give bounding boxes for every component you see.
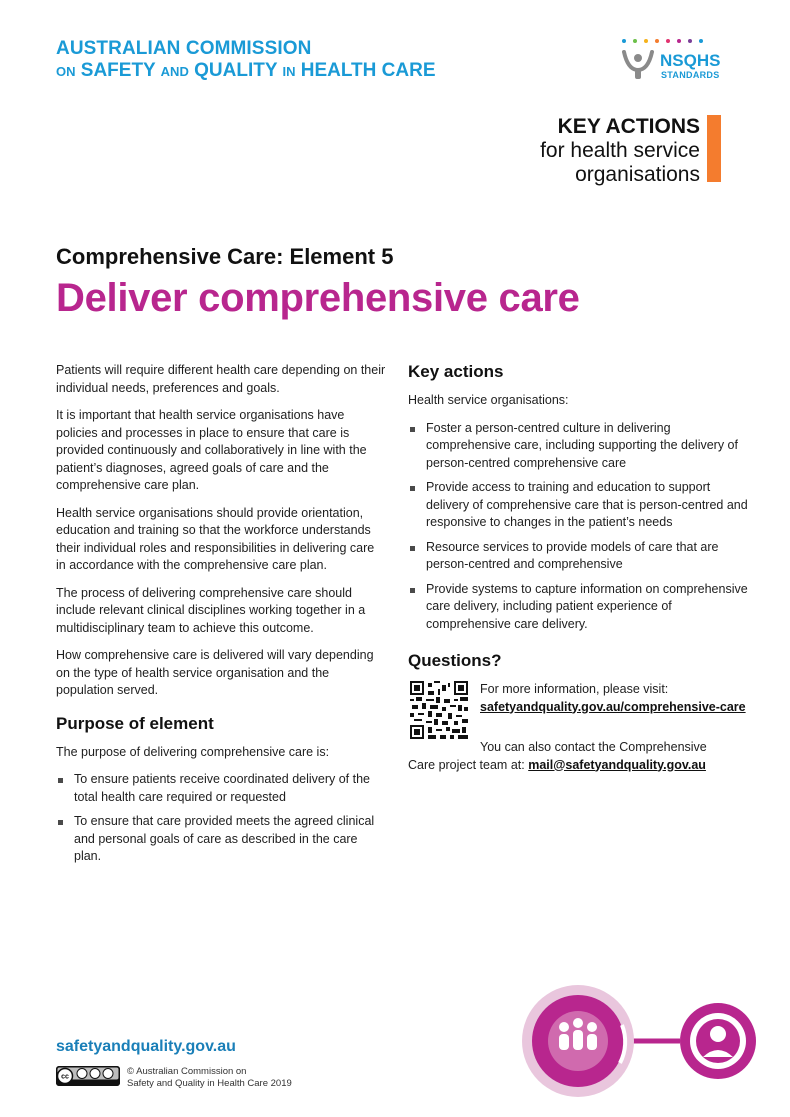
logo-word-in: IN	[282, 64, 296, 79]
nsqhs-dot	[688, 39, 692, 43]
person-figure-icon	[620, 48, 656, 80]
page-title: Deliver comprehensive care	[56, 276, 580, 320]
orange-accent-bar	[707, 115, 721, 182]
creative-commons-badge-icon	[56, 1066, 120, 1086]
nsqhs-dot	[666, 39, 670, 43]
more-info-text	[480, 681, 750, 716]
qr-code-icon[interactable]	[410, 681, 468, 739]
key-actions-title: KEY ACTIONS	[557, 115, 700, 138]
key-actions-intro: Health service organisations:	[408, 393, 569, 407]
logo-word-and: AND	[160, 64, 189, 79]
key-actions-heading: Key actions	[408, 362, 504, 381]
logo-word-on: ON	[56, 64, 76, 79]
commission-logo-line2	[56, 60, 436, 83]
comprehensive-care-link[interactable]: safetyandquality.gov.au/comprehensive-care	[480, 699, 746, 714]
key-actions-block	[540, 115, 700, 187]
nsqhs-dot	[655, 39, 659, 43]
intro-paragraph: Health service organisations should provide orientation, education and training so that the workforce understands their individual roles and responsibilities in delivering care in accordance with the comprehensive care plan.	[56, 505, 375, 572]
copyright-line2: Safety and Quality in Health Care 2019	[127, 1077, 292, 1089]
right-column	[408, 362, 748, 774]
contact-email-link[interactable]: mail@safetyandquality.gov.au	[528, 757, 706, 772]
contact-line1: You can also contact the Comprehensive	[480, 740, 707, 754]
questions-row	[408, 681, 748, 739]
logo-word-quality: QUALITY	[194, 60, 278, 81]
nsqhs-sub-label: STANDARDS	[661, 70, 720, 80]
list-item: Provide systems to capture information on comprehensive care delivery, including patient experience of comprehensive care delivery.	[408, 581, 748, 634]
key-actions-list	[408, 420, 748, 634]
key-actions-sub-line1: for health service	[540, 139, 700, 162]
list-item: To ensure patients receive coordinated delivery of the total health care required or requested	[56, 771, 386, 806]
intro-paragraph: How comprehensive care is delivered will vary depending on the type of health service organisation and the population served.	[56, 648, 374, 697]
contact-text	[408, 739, 748, 774]
commission-logo-line1: AUSTRALIAN COMMISSION	[56, 38, 312, 59]
intro-paragraph: The process of delivering comprehensive care should include relevant clinical disciplines working together in a multidisciplinary team to achieve this outcome.	[56, 585, 366, 635]
purpose-list	[56, 771, 386, 866]
list-item: To ensure that care provided meets the agreed clinical and personal goals of care as described in the care plan.	[56, 813, 386, 866]
key-actions-sub-line2: organisations	[575, 163, 700, 186]
nsqhs-dots	[622, 39, 703, 43]
nsqhs-dot	[677, 39, 681, 43]
svg-text:cc: cc	[61, 1073, 69, 1081]
nsqhs-dot	[633, 39, 637, 43]
purpose-heading: Purpose of element	[56, 713, 214, 733]
list-item: Foster a person-centred culture in delivering comprehensive care, including supporting the delivery of person-centred comprehensive care	[408, 420, 748, 473]
list-item: Provide access to training and education to support delivery of comprehensive care that is person-centred and responsive to changes in the patient’s needs	[408, 479, 748, 532]
element-title: Comprehensive Care: Element 5	[56, 244, 394, 269]
website-link[interactable]: safetyandquality.gov.au	[56, 1038, 236, 1055]
nsqhs-dot	[699, 39, 703, 43]
logo-word-safety: SAFETY	[80, 60, 156, 81]
intro-paragraph: Patients will require different health care depending on their individual needs, preferences and goals.	[56, 363, 386, 395]
purpose-intro: The purpose of delivering comprehensive care is:	[56, 744, 330, 759]
copyright-line1: © Australian Commission on	[127, 1066, 247, 1077]
nsqhs-dot	[644, 39, 648, 43]
contact-line2: Care project team at:	[408, 757, 525, 772]
list-item: Resource services to provide models of care that are person-centred and comprehensive	[408, 539, 748, 574]
nsqhs-logo	[620, 38, 740, 84]
nsqhs-label: NSQHS	[660, 51, 721, 70]
commission-logo	[56, 38, 436, 83]
questions-heading: Questions?	[408, 651, 502, 670]
copyright-text	[127, 1066, 327, 1089]
more-info-label: For more information, please visit:	[480, 682, 669, 696]
comprehensive-care-graphic-icon	[520, 985, 780, 1100]
logo-word-health-care: HEALTH CARE	[300, 60, 436, 81]
left-column	[56, 362, 386, 873]
intro-paragraph: It is important that health service organisations have policies and processes in place to ensure that care is provided continuously and collaboratively in line with the patient’s diagnoses, agreed goals of care and the comprehensive care plan.	[56, 408, 367, 492]
nsqhs-dot	[622, 39, 626, 43]
